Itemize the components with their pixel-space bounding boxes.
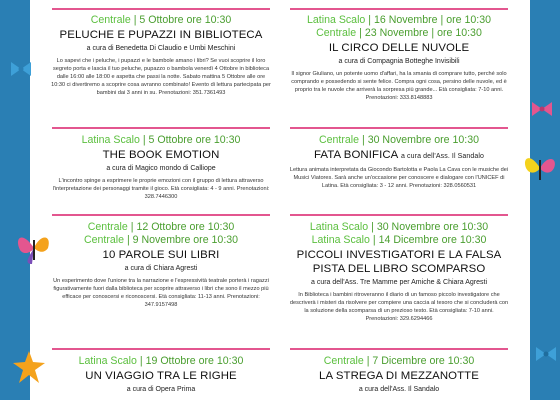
event-location: Latina Scalo xyxy=(309,221,369,233)
event-strega xyxy=(286,355,512,394)
bow-right-bottom-illustration xyxy=(535,345,557,363)
event-title: IL CIRCO DELLE NUVOLE xyxy=(328,42,470,54)
event-title: UN VIAGGIO TRA LE RIGHE xyxy=(85,370,237,382)
event-date: | 16 Novembre | ore 10:30 xyxy=(368,14,491,26)
event-date: | 12 Ottobre ore 10:30 xyxy=(130,221,235,233)
separator-line xyxy=(52,348,270,350)
event-date: | 30 Novembre ore 10:30 xyxy=(362,134,479,146)
event-date: | 19 Ottobre ore 10:30 xyxy=(139,355,244,367)
event-title: LA STREGA DI MEZZANOTTE xyxy=(319,370,479,382)
event-location: Latina Scalo xyxy=(307,14,366,26)
event-description: In Biblioteca i bambini ritroveranno il diario di un famoso piccolo investigatore che descriverà i misteri da risolvere per compiere una caccia al tesoro che si concluderà con la soluzione della scomparsa di un prezioso testo. Età consigliata: 7-10 anni. Prenotazioni: 329.6294466 xyxy=(289,292,509,322)
event-location: Centrale xyxy=(319,134,360,146)
event-location: Centrale xyxy=(90,14,131,26)
bow-right-illustration xyxy=(531,100,553,118)
event-title: PICCOLI INVESTIGATORI E LA FALSA PISTA DEL LIBRO SCOMPARSO xyxy=(296,249,502,275)
event-book-emotion xyxy=(48,134,274,201)
event-date: | 5 Ottobre ore 10:30 xyxy=(133,14,232,26)
event-curator: a cura dell'Ass. Il Sandalo xyxy=(401,153,485,160)
event-location: Centrale xyxy=(323,355,364,367)
separator-line xyxy=(52,127,270,129)
separator-line xyxy=(290,348,508,350)
event-date-second: | 23 Novembre | ore 10:30 xyxy=(359,27,482,39)
event-schedule xyxy=(48,14,274,27)
event-circo xyxy=(286,14,512,102)
event-date: | 7 Dicembre ore 10:30 xyxy=(366,355,475,367)
event-schedule-second xyxy=(286,234,512,247)
event-date: | 30 Novembre ore 10:30 xyxy=(371,221,489,233)
event-curator: a cura di Magico mondo di Calliope xyxy=(106,165,216,172)
event-curator: a cura di Opera Prima xyxy=(126,386,196,393)
event-curator: a cura dell'Ass. Tre Mamme per Amiche & Chiara Agresti xyxy=(310,279,487,286)
event-title: 10 PAROLE SUI LIBRI xyxy=(102,249,220,261)
event-piccoli-investigatori xyxy=(286,221,512,323)
event-schedule-second xyxy=(286,27,512,40)
separator-line xyxy=(290,127,508,129)
event-location-second: Centrale xyxy=(316,27,357,39)
event-title: THE BOOK EMOTION xyxy=(102,149,220,161)
event-schedule-second xyxy=(48,234,274,247)
event-fata-bonifica xyxy=(286,134,512,190)
separator-line xyxy=(52,214,270,216)
event-curator: a cura dell'Ass. Il Sandalo xyxy=(358,386,440,393)
separator-line xyxy=(290,214,508,216)
event-location-second: Centrale xyxy=(83,234,124,246)
event-title: FATA BONIFICA xyxy=(313,149,398,161)
event-date-second: | 14 Dicembre ore 10:30 xyxy=(372,234,487,246)
event-schedule xyxy=(48,221,274,234)
event-10-parole xyxy=(48,221,274,309)
event-curator: a cura di Benedetta Di Claudio e Umbi Meschini xyxy=(86,45,236,52)
bow-left-illustration xyxy=(10,60,32,78)
event-location: Latina Scalo xyxy=(81,134,140,146)
star-left-illustration xyxy=(12,350,46,384)
event-description: L'incontro spinge a esprimere le proprie emozioni con il gruppo di lettura attraverso l'interpretazione dei personaggi tramite il gioco. Età consigliata: 4 - 9 anni. Prenotazioni: 328.7446300 xyxy=(52,178,270,200)
event-description: Lo sapevi che i peluche, i pupazzi e le bambole amano i libri? Se vuoi scoprire il loro segreto porta e lascia il tuo peluche, pupazzo o bambola venerdì 4 Ottobre in biblioteca dalle 16:00 alle 18:00 e aspetta che passi la notte. Sabato mattina 5 Ottobre alle ore 10:30 ci divertiremo a scoprire cosa avranno combinato! Evento di lettura partecipata per bambini dai 3 anni in su. Prenotazioni: 351.7361493 xyxy=(51,58,271,96)
event-description: Un esperimento dove l'unione tra la narrazione e l'espressività teatrale porterà i ragazzi figurativamente fuori dalla biblioteca per scoprire attraverso i libri che sono il mezzo più efficace per conoscersi e riconoscersi. Età consigliata: 11-13 anni. Prenotazioni: 347.9157498 xyxy=(53,278,269,308)
event-curator: a cura di Chiara Agresti xyxy=(124,265,198,272)
event-title-row xyxy=(286,148,512,162)
event-date-second: | 9 Novembre ore 10:30 xyxy=(126,234,239,246)
butterfly-right-illustration xyxy=(520,150,560,186)
event-date: | 5 Ottobre ore 10:30 xyxy=(142,134,241,146)
event-schedule xyxy=(286,134,512,147)
event-title: PELUCHE E PUPAZZI IN BIBLIOTECA xyxy=(59,29,263,41)
event-description: Il signor Giuliano, un potente uomo d'affari, ha la smania di comprare tutto, perché solo comprando e possedendo si sente felice. Compra ogni cosa, persino delle nuvole, ed è proprio tra le nuvole che arriverà la sorpresa più grande... Età consigliata: 7-10 anni. Prenotazioni: 333.8148883 xyxy=(291,71,507,101)
event-description: Lettura animata interpretata da Giocondo Bartolotta e Paola La Cava con le musiche dei Musici Viatores. Sarà anche un'occasione per conoscere e dialogare con l'UNICEF di Latina. Età consigliata: 3 - 12 anni. Prenotazioni: 328.0560531 xyxy=(289,167,509,189)
separator-line xyxy=(290,8,508,10)
event-schedule xyxy=(286,14,512,27)
separator-line xyxy=(52,8,270,10)
event-curator: a cura di Compagnia Botteghe Invisibili xyxy=(338,58,460,65)
event-location: Latina Scalo xyxy=(78,355,137,367)
event-schedule xyxy=(48,134,274,147)
event-schedule xyxy=(286,355,512,368)
event-location: Centrale xyxy=(87,221,128,233)
event-peluche xyxy=(48,14,274,97)
event-viaggio xyxy=(48,355,274,394)
event-schedule xyxy=(48,355,274,368)
event-location-second: Latina Scalo xyxy=(311,234,370,246)
event-schedule xyxy=(286,221,512,234)
